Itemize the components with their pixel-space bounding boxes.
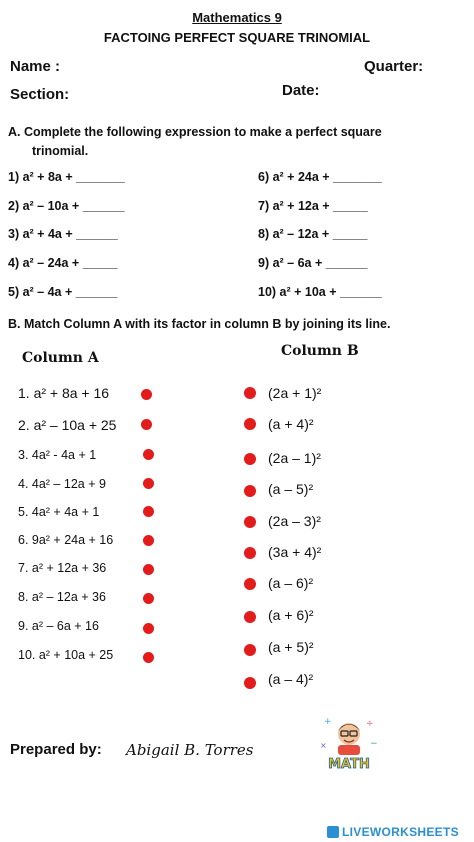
column-b-title: Column B [281, 343, 359, 359]
column-b-dot[interactable] [244, 547, 256, 559]
column-b-dot[interactable] [244, 578, 256, 590]
section-label: Section: [10, 86, 70, 103]
question-item: 8) a² – 12a + _____ [258, 227, 368, 241]
svg-text:+: + [324, 717, 332, 727]
column-b-item: (a – 6)² [268, 575, 314, 591]
column-a-item: 10. a² + 10a + 25 [18, 648, 114, 662]
column-b-dot[interactable] [244, 387, 256, 399]
column-b-item: (2a – 1)² [268, 450, 321, 466]
column-a-dot[interactable] [141, 419, 152, 430]
column-a-item: 1. a² + 8a + 16 [18, 385, 110, 401]
column-b-dot[interactable] [244, 677, 256, 689]
column-b-dot[interactable] [244, 611, 256, 623]
column-a-item: 7. a² + 12a + 36 [18, 561, 107, 575]
column-a-dot[interactable] [143, 478, 154, 489]
question-item: 7) a² + 12a + _____ [258, 199, 368, 213]
column-a-dot[interactable] [143, 564, 154, 575]
column-a-item: 4. 4a² – 12a + 9 [18, 477, 106, 491]
worksheet-title: FACTOING PERFECT SQUARE TRINOMIAL [103, 30, 371, 45]
column-b-dot[interactable] [244, 644, 256, 656]
quarter-label: Quarter: [364, 58, 424, 75]
column-b-item: (3a + 4)² [268, 544, 322, 560]
column-b-dot[interactable] [244, 418, 256, 430]
question-item: 10) a² + 10a + ______ [258, 285, 382, 299]
column-b-dot[interactable] [244, 453, 256, 465]
column-a-dot[interactable] [143, 623, 154, 634]
column-b-item: (a – 5)² [268, 481, 314, 497]
author-signature: Abigail B. Torres [126, 741, 254, 759]
column-a-title: Column A [22, 350, 99, 366]
question-item: 9) a² – 6a + ______ [258, 256, 368, 270]
svg-text:÷: ÷ [366, 719, 374, 729]
column-a-dot[interactable] [143, 506, 154, 517]
math-mascot-logo [318, 714, 380, 776]
column-b-dot[interactable] [244, 485, 256, 497]
liveworksheets-logo-icon [327, 826, 339, 838]
column-a-item: 5. 4a² + 4a + 1 [18, 505, 100, 519]
column-a-item: 3. 4a² - 4a + 1 [18, 448, 97, 462]
column-a-dot[interactable] [143, 449, 154, 460]
section-a-instruction-cont: trinomial. [32, 144, 89, 158]
column-a-item: 9. a² – 6a + 16 [18, 619, 99, 633]
question-item: 1) a² + 8a + _______ [8, 170, 125, 184]
column-a-item: 8. a² – 12a + 36 [18, 590, 106, 604]
math-logo-text: MATH [328, 757, 370, 772]
svg-text:−: − [370, 739, 378, 749]
column-b-item: (2a + 1)² [268, 385, 322, 401]
column-b-item: (a + 6)² [268, 607, 314, 623]
question-item: 4) a² – 24a + _____ [8, 256, 118, 270]
column-a-item: 6. 9a² + 24a + 16 [18, 533, 114, 547]
date-label: Date: [282, 82, 320, 99]
question-item: 3) a² + 4a + ______ [8, 227, 118, 241]
svg-text:×: × [320, 741, 327, 750]
column-a-dot[interactable] [143, 593, 154, 604]
column-a-dot[interactable] [143, 652, 154, 663]
column-b-item: (a – 4)² [268, 671, 314, 687]
column-b-item: (a + 4)² [268, 416, 314, 432]
section-b-instruction: B. Match Column A with its factor in column B by joining its line. [8, 317, 391, 331]
column-a-item: 2. a² – 10a + 25 [18, 417, 117, 433]
column-b-item: (2a – 3)² [268, 513, 321, 529]
column-a-dot[interactable] [143, 535, 154, 546]
liveworksheets-brand[interactable]: LIVEWORKSHEETS [342, 825, 459, 839]
question-item: 5) a² – 4a + ______ [8, 285, 118, 299]
name-label: Name : [10, 58, 61, 75]
question-item: 6) a² + 24a + _______ [258, 170, 382, 184]
column-b-dot[interactable] [244, 516, 256, 528]
column-a-dot[interactable] [141, 389, 152, 400]
question-item: 2) a² – 10a + ______ [8, 199, 125, 213]
section-a-instruction: A. Complete the following expression to make a perfect square [8, 125, 382, 139]
subject-title: Mathematics 9 [192, 10, 282, 25]
column-b-item: (a + 5)² [268, 639, 314, 655]
prepared-by-label: Prepared by: [10, 741, 102, 758]
math-mascot-icon [318, 714, 380, 776]
